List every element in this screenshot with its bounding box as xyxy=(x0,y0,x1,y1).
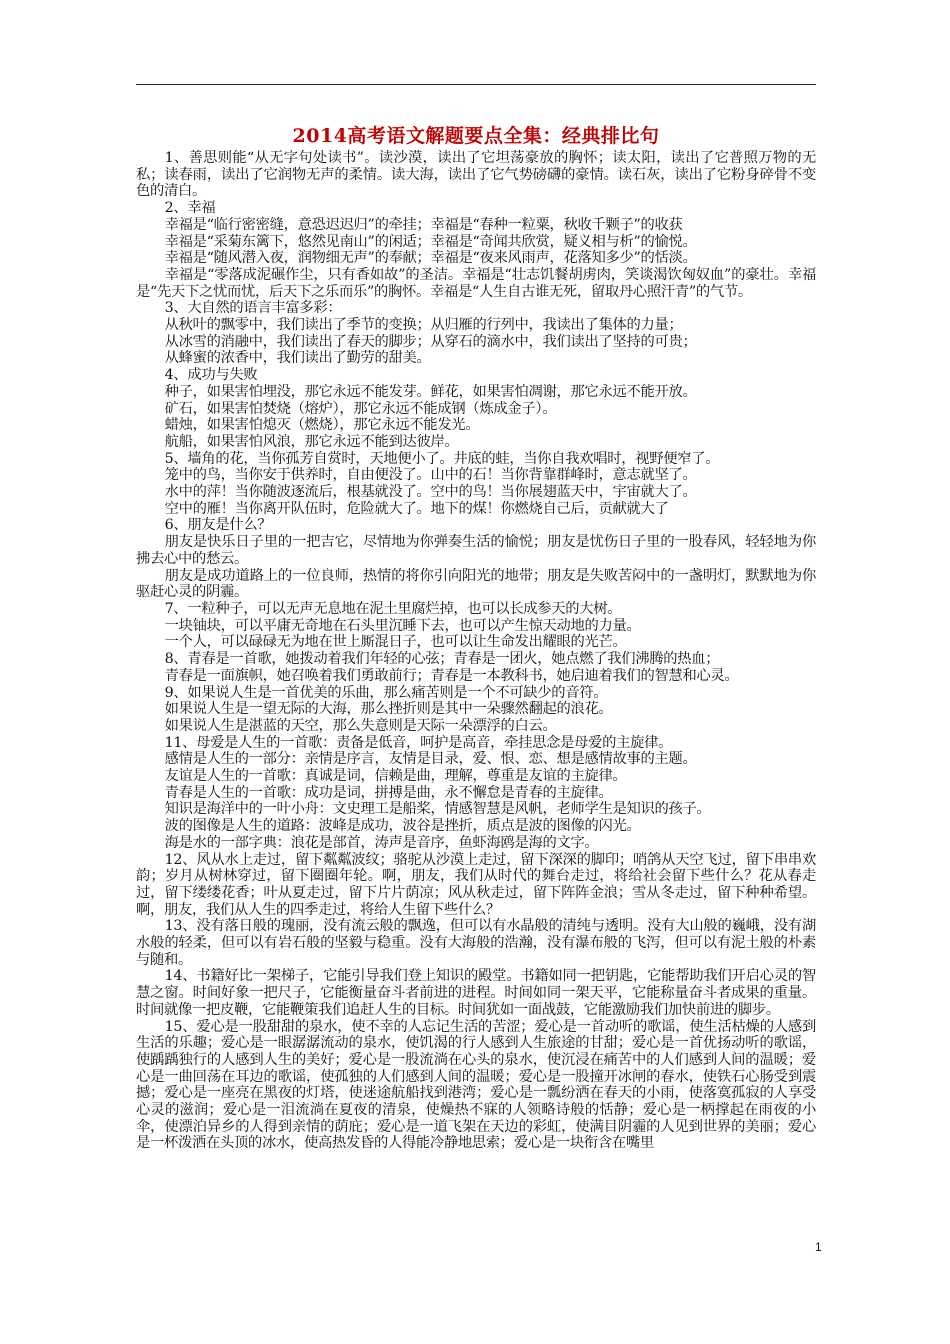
paragraph: 感情是人生的一部分：亲情是序言，友情是目录，爱、恨、恋、想是感情故事的主题。 xyxy=(164,751,697,768)
paragraph: 幸福是“临行密密缝，意恐迟迟归”的牵挂；幸福是“春种一粒粟，秋收千颗子”的收获 xyxy=(164,216,683,233)
paragraph: 1、善思则能“从无字句处读书”。读沙漠，读出了它坦荡豪放的胸怀；读太阳，读出了它普照万物的无私；读春雨，读出了它润物无声的柔情。读大海，读出了它气势磅礴的豪情。读石灰，读出了它粉身碎骨不变色的清白。 xyxy=(136,150,816,200)
paragraph: 从秋叶的飘零中，我们读出了季节的变换；从归雁的行列中，我读出了集体的力量； xyxy=(164,317,683,334)
paragraph: 一个人，可以碌碌无为地在世上厮混日子，也可以让生命发出耀眼的光芒。 xyxy=(164,634,627,651)
header-rule xyxy=(136,84,816,85)
paragraph: 15、爱心是一股甜甜的泉水，使不幸的人忘记生活的苦涩；爱心是一首动听的歌谣，使生活枯燥的人感到生活的乐趣；爱心是一眼潺潺流动的泉水，使饥渴的行人感到人生旅途的甘甜；爱心是一首优扬动听的歌谣，使踽踽独行的人感到人生的美好；爱心是一股流淌在心头的泉水，使沉浸在痛苦中的人们感到人间的温暖；爱心是一曲回荡在耳边的歌谣，使孤独的人们感到人间的温暖；爱心是一股撞开冰闸的春水，使铁石心肠受到震撼；爱心是一座亮在黑夜的灯塔，使迷途航船找到港湾；爱心是一瓢纷洒在春天的小雨，使落寞孤寂的人享受心灵的滋润；爱心是一泪流淌在夏夜的清泉，使燥热不寐的人领略诗般的恬静；爱心是一柄撑起在雨夜的小伞，使漂泊异乡的人得到亲情的荫庇；爱心是一道飞架在天边的彩虹，使满目阴霾的人见到世界的美丽；爱心是一杯泼洒在头顶的冰水，使高热发昏的人得能冷静地思索；爱心是一块衔含在嘴里 xyxy=(136,1018,816,1152)
paragraph: 海是水的一部字典：浪花是部首，涛声是音序，鱼虾海鸥是海的文字。 xyxy=(164,834,599,851)
document-title: 2014高考语文解题要点全集：经典排比句 xyxy=(292,125,660,147)
paragraph: 水中的萍！当你随波逐流后，根基就没了。空中的鸟！当你展翅蓝天中，宇宙就大了。 xyxy=(164,484,697,501)
paragraph: 从蜂蜜的浓香中，我们读出了勤劳的甜美。 xyxy=(164,350,431,367)
paragraph: 13、没有落日般的瑰丽，没有流云般的飘逸，但可以有水晶般的清纯与透明。没有大山般的巍峨，没有湖水般的轻柔，但可以有岩石般的坚毅与稳重。没有大海般的浩瀚，没有瀑布般的飞泻，但可以有泥土般的朴素与随和。 xyxy=(136,918,816,968)
paragraph: 青春是人生的一首歌：成功是词，拼搏是曲，永不懈怠是青春的主旋律。 xyxy=(164,784,613,801)
paragraph: 如果说人生是湛蓝的天空，那么失意则是天际一朵漂浮的白云。 xyxy=(164,717,557,734)
paragraph: 14、书籍好比一架梯子，它能引导我们登上知识的殿堂。书籍如同一把钥匙，它能帮助我们开启心灵的智慧之窗。时间好象一把尺子，它能衡量奋斗者前进的进程。时间如同一架天平，它能称量奋斗者成果的重量。时间就像一把皮鞭，它能鞭策我们追赶人生的目标。时间犹如一面战鼓，它能激励我们加快前进的脚步。 xyxy=(136,968,816,1018)
document-body xyxy=(136,124,816,1152)
paragraph: 5、墙角的花，当你孤芳自赏时，天地便小了。井底的蛙，当你自我欢唱时，视野便窄了。 xyxy=(164,450,720,467)
paragraph: 3、大自然的语言丰富多彩： xyxy=(164,300,342,317)
paragraph: 从冰雪的消融中，我们读出了春天的脚步；从穿石的滴水中，我们读出了坚持的可贵； xyxy=(164,333,697,350)
paragraph: 11、母爱是人生的一首歌：责备是低音，呵护是高音，牵挂思念是母爱的主旋律。 xyxy=(164,734,673,751)
paragraph: 12、风从水上走过，留下粼粼波纹；骆驼从沙漠上走过，留下深深的脚印；哨鸽从天空飞过，留下串串欢韵；岁月从树林穿过，留下圈圈年轮。啊，朋友，我们从时代的舞台走过，将给社会留下些什么？花从春走过，留下缕缕花香；叶从夏走过，留下片片荫凉；风从秋走过，留下阵阵金浪；雪从冬走过，留下种种希望。啊，朋友，我们从人生的四季走过，将给人生留下些什么？ xyxy=(136,851,816,918)
paragraph: 7、一粒种子，可以无声无息地在泥土里腐烂掉，也可以长成参天的大树。 xyxy=(164,600,622,617)
paragraph: 青春是一面旗帜，她召唤着我们勇敢前行；青春是一本教科书，她启迪着我们的智慧和心灵。 xyxy=(164,667,739,684)
paragraph: 空中的雁！当你离开队伍时，危险就大了。地下的煤！你燃烧自己后，贡献就大了 xyxy=(164,500,669,517)
paragraph: 朋友是成功道路上的一位良师，热情的将你引向阳光的地带；朋友是失败苦闷中的一盏明灯，默默地为你驱赶心灵的阴霾。 xyxy=(136,567,816,601)
paragraph: 8、青春是一首歌，她拨动着我们年轻的心弦；青春是一团火，她点燃了我们沸腾的热血； xyxy=(164,651,720,668)
paragraph: 笼中的鸟，当你安于供养时，自由便没了。山中的石！当你背靠群峰时，意志就坚了。 xyxy=(164,467,697,484)
paragraph: 幸福是“随风潜入夜，润物细无声”的奉献；幸福是“夜来风雨声，花落知多少”的恬淡。 xyxy=(164,250,697,267)
paragraph: 6、朋友是什么？ xyxy=(164,517,272,534)
paragraph: 2、幸福 xyxy=(164,200,216,217)
paragraph: 幸福是“采菊东篱下，悠然见南山”的闲适；幸福是“奇闻共欣赏，疑义相与析”的愉悦。 xyxy=(164,233,697,250)
paragraph: 友谊是人生的一首歌：真诚是词，信赖是曲，理解，尊重是友谊的主旋律。 xyxy=(164,768,627,785)
paragraph: 蜡烛，如果害怕熄灭（燃烧），那它永远不能发光。 xyxy=(164,417,480,434)
paragraph: 航船，如果害怕风浪，那它永远不能到达彼岸。 xyxy=(164,433,459,450)
paragraph: 9、如果说人生是一首优美的乐曲，那么痛苦则是一个不可缺少的音符。 xyxy=(164,684,608,701)
paragraph: 矿石，如果害怕焚烧（熔炉），那它永远不能成钢（炼成金子）。 xyxy=(164,400,557,417)
paragraph: 如果说人生是一望无际的大海，那么挫折则是其中一朵骤然翻起的浪花。 xyxy=(164,701,613,718)
paragraph: 波的图像是人生的道路：波峰是成功，波谷是挫折，质点是波的图像的闪光。 xyxy=(164,818,641,835)
paragraph: 知识是海洋中的一叶小舟：文史理工是船桨，情感智慧是风帆，老师学生是知识的孩子。 xyxy=(164,801,711,818)
paragraph: 幸福是“零落成泥碾作尘，只有香如故”的圣洁。幸福是“壮志饥餐胡虏肉，笑谈渴饮匈奴血”的豪壮。幸福是“先天下之忧而忧，后天下之乐而乐”的胸怀。幸福是“人生自古谁无死，留取丹心照汗青”的气节。 xyxy=(136,266,816,300)
paragraph-list xyxy=(136,150,816,1152)
paragraph: 种子，如果害怕埋没，那它永远不能发芽。鲜花，如果害怕凋谢，那它永远不能开放。 xyxy=(164,383,697,400)
paragraph: 一块铀块，可以平庸无奇地在石头里沉睡下去，也可以产生惊天动地的力量。 xyxy=(164,617,641,634)
paragraph: 朋友是快乐日子里的一把吉它，尽情地为你弹奏生活的愉悦；朋友是忧伤日子里的一股春风，轻轻地为你拂去心中的愁云。 xyxy=(136,534,816,567)
page-number: 1 xyxy=(815,1240,822,1254)
paragraph: 4、成功与失败 xyxy=(164,367,258,384)
